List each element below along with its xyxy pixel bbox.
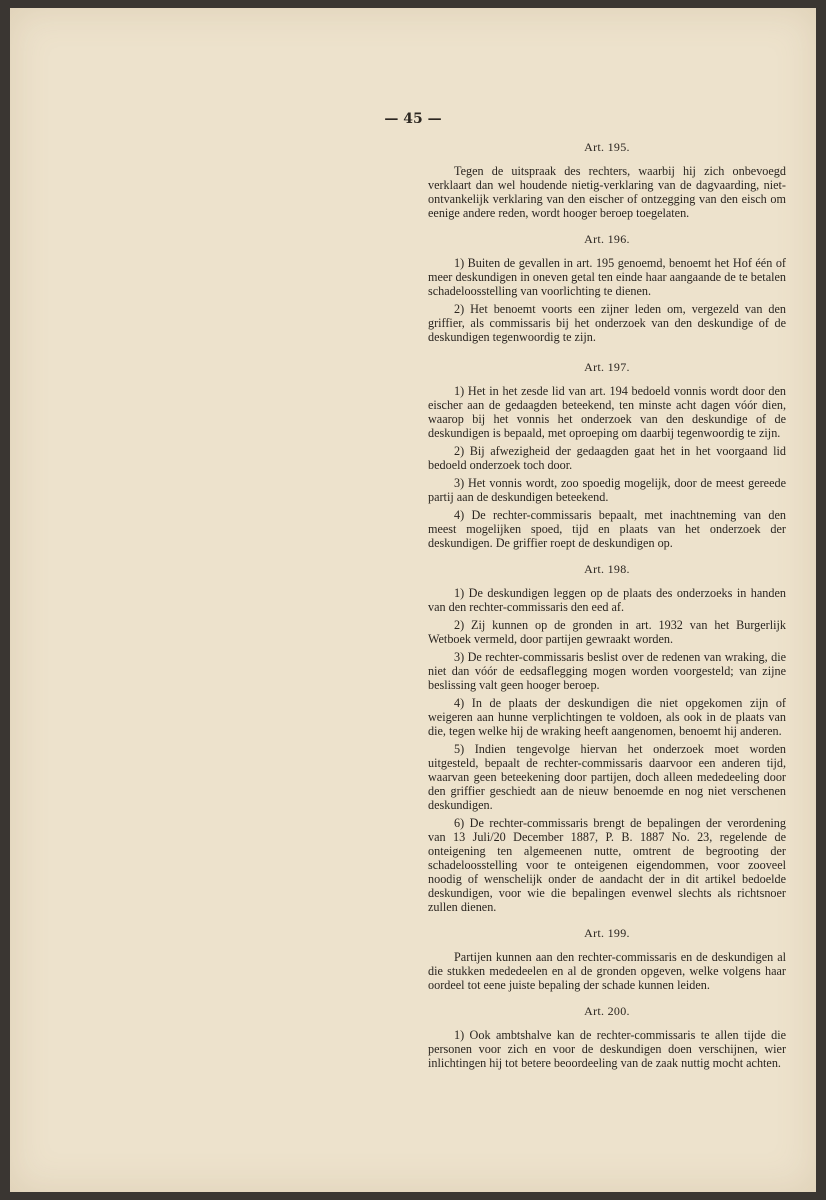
article-paragraph: Tegen de uitspraak des rechters, waarbij hij zich onbevoegd verklaart dan wel houdende nietig-verklaring van de dagvaarding, niet-ontvankelijk verklaring van den eischer of ontzegging van den eisch om eenige andere reden, wordt hooger beroep toegelaten. xyxy=(428,164,786,220)
text-column xyxy=(428,140,786,1082)
article-paragraph: 4) De rechter-commissaris bepaalt, met inachtneming van den meest mogelijken spoed, tijd en plaats van het onderzoek der deskundigen. De griffier roept de deskundigen op. xyxy=(428,508,786,550)
article-195 xyxy=(428,140,786,220)
article-heading: Art. 200. xyxy=(584,1004,630,1018)
article-200 xyxy=(428,1004,786,1070)
article-paragraph: 1) Ook ambtshalve kan de rechter-commissaris te allen tijde die personen voor zich en voor de deskundigen doen verschijnen, wier inlichtingen hij tot betere beoordeeling van de zaak nuttig mocht achten. xyxy=(428,1028,786,1070)
article-heading: Art. 197. xyxy=(584,360,630,374)
article-paragraph: 1) Buiten de gevallen in art. 195 genoemd, benoemt het Hof één of meer deskundigen in oneven getal ten einde haar aangaande de te betalen schadeloosstelling van voorlichting te dienen. xyxy=(428,256,786,298)
article-196 xyxy=(428,232,786,344)
article-paragraph: 4) In de plaats der deskundigen die niet opgekomen zijn of weigeren aan hunne verplichtingen te voldoen, als ook in de plaats van die, tegen welke hij de wraking heeft aangenomen, benoemt hij anderen. xyxy=(428,696,786,738)
article-paragraph: 3) De rechter-commissaris beslist over de redenen van wraking, die niet dan vóór de eedsaflegging mogen worden voorgesteld; van zijne beslissing valt geen hooger beroep. xyxy=(428,650,786,692)
article-paragraph: 6) De rechter-commissaris brengt de bepalingen der verordening van 13 Juli/20 December 1887, P. B. 1887 No. 23, regelende de onteigening ten algemeenen nutte, omtrent de begrooting der schadeloosstelling voor te onteigenen eigendommen, voor zooveel noodig of wenschelijk onder de aandacht der in dit artikel bedoelde deskundigen, voor wie die bepalingen evenwel slechts als richtsnoer zullen dienen. xyxy=(428,816,786,914)
article-paragraph: 5) Indien tengevolge hiervan het onderzoek moet worden uitgesteld, bepaalt de rechter-commissaris daarvoor een anderen tijd, waarvan geen beteekening door partijen, doch alleen mededeeling door den griffier geschiedt aan de nieuw benoemde en nog niet verschenen deskundigen. xyxy=(428,742,786,812)
article-197 xyxy=(428,360,786,550)
document-page xyxy=(10,8,816,1192)
article-heading: Art. 195. xyxy=(584,140,630,154)
article-heading: Art. 196. xyxy=(584,232,630,246)
article-paragraph: 2) Bij afwezigheid der gedaagden gaat het in het voorgaand lid bedoeld onderzoek toch door. xyxy=(428,444,786,472)
article-198 xyxy=(428,562,786,914)
article-paragraph: 1) De deskundigen leggen op de plaats des onderzoeks in handen van den rechter-commissaris den eed af. xyxy=(428,586,786,614)
article-paragraph: 1) Het in het zesde lid van art. 194 bedoeld vonnis wordt door den eischer aan de gedaagden beteekend, ten minste acht dagen vóór dien, waarop bij het vonnis het onderzoek van den deskundige of de deskundigen is bepaald, met oproeping om daarbij tegenwoordig te zijn. xyxy=(428,384,786,440)
article-paragraph: 3) Het vonnis wordt, zoo spoedig mogelijk, door de meest gereede partij aan de deskundigen beteekend. xyxy=(428,476,786,504)
article-199 xyxy=(428,926,786,992)
page-number: — 45 — xyxy=(384,111,442,127)
article-paragraph: 2) Het benoemt voorts een zijner leden om, vergezeld van den griffier, als commissaris bij het onderzoek van den deskundige of de deskundigen tegenwoordig te zijn. xyxy=(428,302,786,344)
article-paragraph: 2) Zij kunnen op de gronden in art. 1932 van het Burgerlijk Wetboek vermeld, door partijen gewraakt worden. xyxy=(428,618,786,646)
article-paragraph: Partijen kunnen aan den rechter-commissaris en de deskundigen al die stukken mededeelen en al de gronden opgeven, welke volgens haar oordeel tot eene juiste bepaling der schade kunnen leiden. xyxy=(428,950,786,992)
article-heading: Art. 198. xyxy=(584,562,630,576)
article-heading: Art. 199. xyxy=(584,926,630,940)
